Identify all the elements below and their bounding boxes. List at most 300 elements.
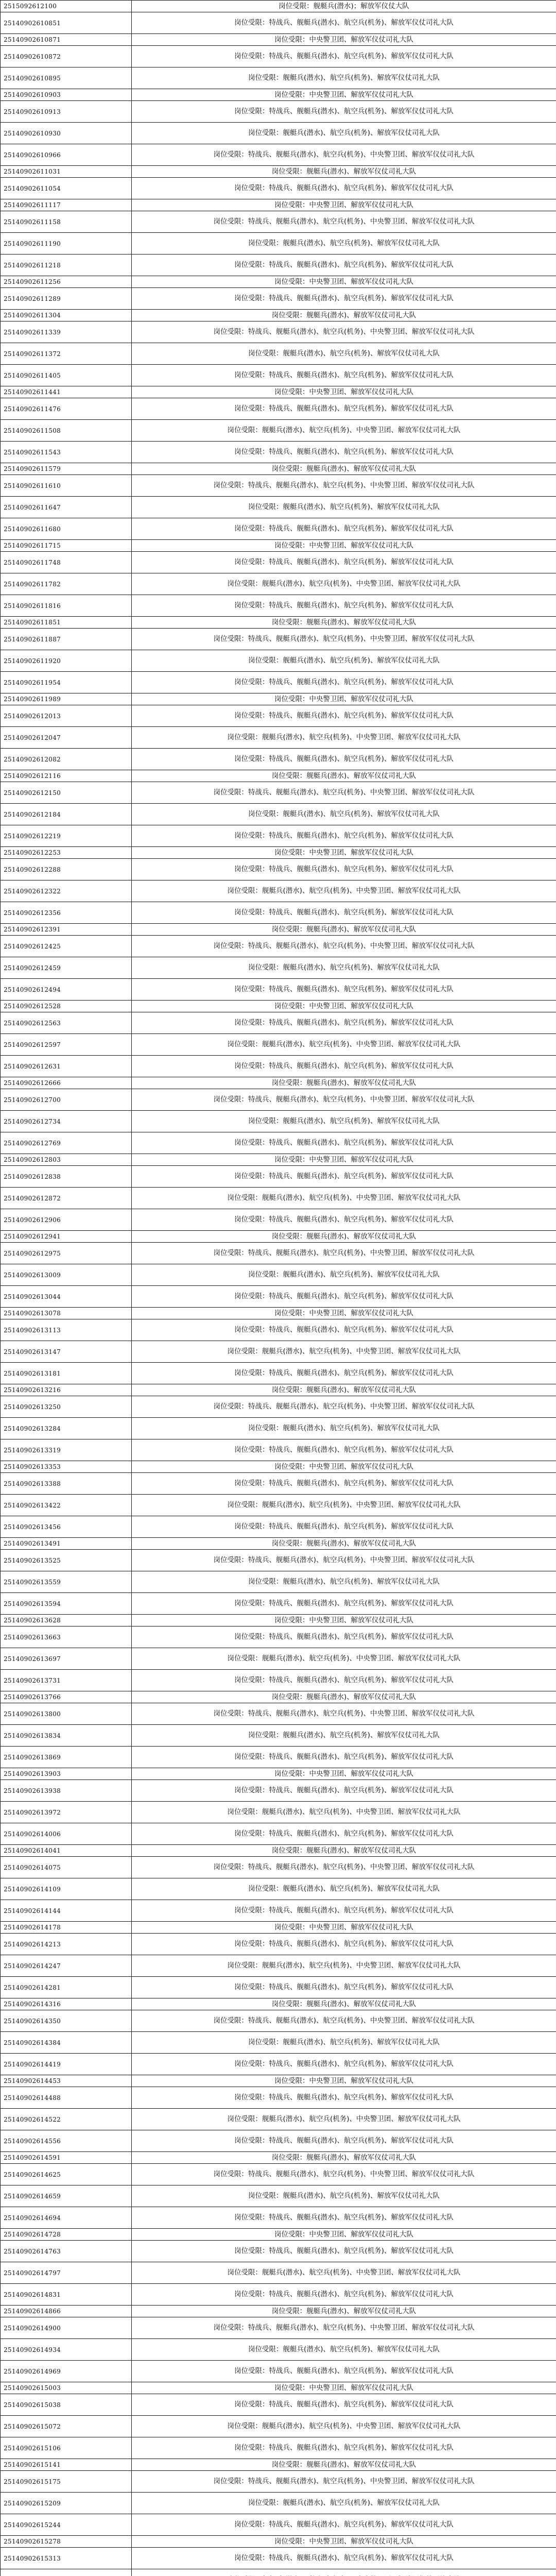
post-restriction-cell: 岗位受限：舰艇兵(潜水)、解放军仪仗司礼大队 [132, 2152, 556, 2164]
post-restriction-cell: 岗位受限：舰艇兵(潜水)、航空兵(机务)、解放军仪仗司礼大队 [132, 1264, 556, 1286]
candidate-number-cell: 25140902612803 [1, 1154, 132, 1166]
post-restriction-cell: 岗位受限：舰艇兵(潜水)、解放军仪仗司礼大队 [132, 310, 556, 321]
post-restriction-cell: 岗位受限：特战兵、舰艇兵(潜水)、航空兵(机务)、解放军仪仗司礼大队 [132, 1780, 556, 1802]
post-restriction-cell: 岗位受限：特战兵、舰艇兵(潜水)、航空兵(机务)、解放军仪仗司礼大队 [132, 902, 556, 924]
candidate-number-cell: 2515092612100 [1, 1, 132, 12]
candidate-number-cell: 25140902613766 [1, 1691, 132, 1703]
candidate-number-cell: 25140902611920 [1, 650, 132, 672]
table-row [1, 101, 556, 123]
candidate-number-cell: 25140902614281 [1, 1977, 132, 1998]
candidate-number-cell: 25140902612116 [1, 770, 132, 782]
post-restriction-cell: 岗位受限：特战兵、舰艇兵(潜水)、航空兵(机务)、解放军仪仗司礼大队 [132, 1166, 556, 1188]
table-row [1, 12, 556, 34]
candidate-number-cell: 25140902614419 [1, 2054, 132, 2075]
post-restriction-cell: 岗位受限：特战兵、舰艇兵(潜水)、航空兵(机务)、中央警卫团、解放军仪仗司礼大队 [132, 1550, 556, 1571]
post-restriction-cell: 岗位受限：特战兵、舰艇兵(潜水)、航空兵(机务)、解放军仪仗司礼大队 [132, 101, 556, 123]
candidate-number-cell: 25140902612941 [1, 1231, 132, 1243]
candidate-number-cell: 25140902611158 [1, 211, 132, 233]
candidate-number-cell: 25140902613800 [1, 1703, 132, 1725]
candidate-number-cell: 25140902614213 [1, 1934, 132, 1955]
candidate-number-cell: 25140902611304 [1, 310, 132, 321]
post-restriction-cell: 岗位受限：舰艇兵(潜水)、解放军仪仗司礼大队 [132, 617, 556, 629]
table-row [1, 2130, 556, 2152]
table-row [1, 1188, 556, 1209]
post-restriction-cell: 岗位受限：中央警卫团、解放军仪仗司礼大队 [132, 1154, 556, 1166]
candidate-number-cell: 25140902615072 [1, 2416, 132, 2437]
post-restriction-cell: 岗位受限：特战兵、舰艇兵(潜水)、航空兵(机务)、解放军仪仗司礼大队 [132, 46, 556, 67]
candidate-number-cell: 25140902610903 [1, 89, 132, 101]
table-row [1, 67, 556, 89]
post-restriction-cell: 岗位受限：中央警卫团、解放军仪仗司礼大队 [132, 89, 556, 101]
candidate-number-cell: 25140902611476 [1, 398, 132, 420]
candidate-number-cell: 25140902614591 [1, 2152, 132, 2164]
table-row [1, 166, 556, 178]
candidate-number-cell: 25140902610966 [1, 144, 132, 166]
table-row [1, 2536, 556, 2548]
post-restriction-cell: 岗位受限：舰艇兵(潜水)、航空兵(机务)、中央警卫团、解放军仪仗司礼大队 [132, 1188, 556, 1209]
post-restriction-cell: 岗位受限：特战兵、舰艇兵(潜水)、航空兵(机务)、中央警卫团、解放军仪仗司礼大队 [132, 2010, 556, 2032]
post-restriction-cell: 岗位受限：特战兵、舰艇兵(潜水)、航空兵(机务)、中央警卫团、解放军仪仗司礼大队 [132, 1089, 556, 1111]
post-restriction-cell: 岗位受限：舰艇兵(潜水)、航空兵(机务)、中央警卫团、解放军仪仗司礼大队 [132, 2416, 556, 2437]
post-restriction-cell: 岗位受限：舰艇兵(潜水)、航空兵(机务)、解放军仪仗司礼大队 [132, 343, 556, 365]
post-restriction-cell: 岗位受限：特战兵、舰艇兵(潜水)、航空兵(机务)、解放军仪仗司礼大队 [132, 2394, 556, 2416]
table-row [1, 629, 556, 650]
post-restriction-cell: 岗位受限：舰艇兵(潜水)、航空兵(机务)、解放军仪仗司礼大队 [132, 957, 556, 979]
table-row [1, 1166, 556, 1188]
post-restriction-cell: 岗位受限：舰艇兵(潜水)、航空兵(机务)、中央警卫团、解放军仪仗司礼大队 [132, 420, 556, 442]
candidate-number-cell: 25140902612528 [1, 1001, 132, 1012]
table-row [1, 1725, 556, 1747]
post-restriction-cell: 岗位受限：舰艇兵(潜水)、解放军仪仗司礼大队 [132, 1691, 556, 1703]
post-restriction-cell: 岗位受限：特战兵、舰艇兵(潜水)、航空兵(机务)、解放军仪仗司礼大队 [132, 1286, 556, 1308]
candidate-number-cell: 25140902614556 [1, 2130, 132, 2152]
candidate-number-cell: 25140902611851 [1, 617, 132, 629]
candidate-number-cell: 25140902613663 [1, 1626, 132, 1648]
candidate-number-cell: 25140902612253 [1, 847, 132, 859]
post-restriction-cell: 岗位受限：特战兵、舰艇兵(潜水)、航空兵(机务)、中央警卫团、解放军仪仗司礼大队 [132, 1243, 556, 1264]
post-restriction-cell: 岗位受限：特战兵、舰艇兵(潜水)、航空兵(机务)、中央警卫团、解放军仪仗司礼大队 [132, 1857, 556, 1878]
table-row [1, 2471, 556, 2493]
table-row [1, 693, 556, 705]
table-row [1, 2493, 556, 2514]
table-row [1, 1243, 556, 1264]
table-row [1, 1845, 556, 1857]
candidate-number-cell [1, 2569, 132, 2576]
candidate-number-cell: 25140902614694 [1, 2207, 132, 2229]
post-restriction-cell: 岗位受限：中央警卫团、解放军仪仗司礼大队 [132, 1461, 556, 1473]
post-restriction-cell: 岗位受限：舰艇兵(潜水)、航空兵(机务)、中央警卫团、解放军仪仗司礼大队 [132, 1341, 556, 1363]
table-row [1, 705, 556, 727]
table-row [1, 1286, 556, 1308]
post-restriction-cell: 岗位受限：舰艇兵(潜水)、航空兵(机务)、解放军仪仗司礼大队 [132, 804, 556, 825]
post-restriction-cell: 岗位受限：舰艇兵(潜水)、航空兵(机务)、解放军仪仗司礼大队 [132, 1571, 556, 1593]
post-restriction-cell: 岗位受限：特战兵、舰艇兵(潜水)、航空兵(机务)、解放军仪仗司礼大队 [132, 365, 556, 386]
post-restriction-cell: 岗位受限：舰艇兵(潜水)、航空兵(机务)、解放军仪仗司礼大队 [132, 497, 556, 518]
table-row [1, 497, 556, 518]
table-row [1, 2032, 556, 2054]
post-restriction-cell: 岗位受限：中央警卫团、解放军仪仗司礼大队 [132, 847, 556, 859]
post-restriction-cell: 岗位受限：舰艇兵(潜水)、航空兵(机务)、中央警卫团、解放军仪仗司礼大队 [132, 2262, 556, 2284]
table-row [1, 2416, 556, 2437]
table-row [1, 1056, 556, 1077]
table-row [1, 1977, 556, 1998]
table-row [1, 727, 556, 749]
candidate-number-cell: 25140902611508 [1, 420, 132, 442]
table-body [1, 1, 556, 2576]
post-restriction-cell: 岗位受限：特战兵、舰艇兵(潜水)、航空兵(机务)、中央警卫团、解放军仪仗司礼大队 [132, 1703, 556, 1725]
post-restriction-cell: 岗位受限：特战兵、舰艇兵(潜水)、航空兵(机务)、解放军仪仗司礼大队 [132, 1670, 556, 1691]
candidate-number-cell: 25140902610872 [1, 46, 132, 67]
candidate-number-cell: 25140902611339 [1, 321, 132, 343]
post-restriction-cell: 岗位受限：特战兵、舰艇兵(潜水)、航空兵(机务)、解放军仪仗司礼大队 [132, 398, 556, 420]
candidate-number-cell: 25140902615106 [1, 2437, 132, 2459]
candidate-number-cell: 25140902614453 [1, 2075, 132, 2087]
candidate-number-cell: 25140902612459 [1, 957, 132, 979]
post-restriction-cell: 岗位受限：舰艇兵(潜水)、航空兵(机务)、中央警卫团、解放军仪仗司礼大队 [132, 573, 556, 595]
table-row [1, 1111, 556, 1132]
table-row [1, 1615, 556, 1626]
table-row [1, 2339, 556, 2361]
table-row [1, 398, 556, 420]
candidate-number-cell: 25140902613938 [1, 1780, 132, 1802]
table-row [1, 2207, 556, 2229]
candidate-number-cell: 25140902613009 [1, 1264, 132, 1286]
candidate-number-cell: 25140902611289 [1, 288, 132, 310]
candidate-number-cell: 25140902615141 [1, 2459, 132, 2471]
candidate-number-cell: 25140902612219 [1, 825, 132, 847]
candidate-number-cell: 25140902613697 [1, 1648, 132, 1670]
candidate-number-cell: 25140902610895 [1, 67, 132, 89]
candidate-number-cell: 25140902614178 [1, 1922, 132, 1934]
table-row [1, 1089, 556, 1111]
post-restriction-cell: 岗位受限：特战兵、舰艇兵(潜水)、航空兵(机务)、中央警卫团、解放军仪仗司礼大队 [132, 936, 556, 957]
candidate-number-cell: 25140902612184 [1, 804, 132, 825]
candidate-number-cell: 25140902612425 [1, 936, 132, 957]
candidate-number-cell: 25140902614384 [1, 2032, 132, 2054]
table-row [1, 1439, 556, 1461]
candidate-number-cell: 25140902613834 [1, 1725, 132, 1747]
post-restriction-cell: 岗位受限：舰艇兵(潜水)、解放军仪仗司礼大队 [132, 2459, 556, 2471]
post-restriction-cell: 岗位受限：舰艇兵(潜水)、解放军仪仗司礼大队 [132, 1077, 556, 1089]
post-restriction-cell: 岗位受限：特战兵、舰艇兵(潜水)、航空兵(机务)、解放军仪仗司礼大队 [132, 178, 556, 199]
post-restriction-cell: 岗位受限：特战兵、舰艇兵(潜水)、航空兵(机务)、解放军仪仗司礼大队 [132, 12, 556, 34]
table-row [1, 288, 556, 310]
table-row [1, 420, 556, 442]
post-restriction-cell: 岗位受限：舰艇兵(潜水)、航空兵(机务)、解放军仪仗司礼大队 [132, 1725, 556, 1747]
table-row [1, 1495, 556, 1516]
post-restriction-cell: 岗位受限：特战兵、舰艇兵(潜水)、航空兵(机务)、解放军仪仗司礼大队 [132, 2548, 556, 2569]
table-row [1, 1768, 556, 1780]
table-row [1, 1857, 556, 1878]
candidate-number-cell: 25140902614350 [1, 2010, 132, 2032]
table-row [1, 2229, 556, 2241]
candidate-number-cell: 25140902612013 [1, 705, 132, 727]
table-row [1, 2394, 556, 2416]
table-row [1, 595, 556, 617]
table-row [1, 1516, 556, 1538]
candidate-number-cell: 25140902613388 [1, 1473, 132, 1495]
table-row [1, 1878, 556, 1900]
candidate-number-cell: 25140902613559 [1, 1571, 132, 1593]
table-row [1, 573, 556, 595]
table-row [1, 1955, 556, 1977]
post-restriction-cell: 岗位受限：特战兵、舰艇兵(潜水)、航空兵(机务)、解放军仪仗司礼大队 [132, 1319, 556, 1341]
candidate-number-cell: 25140902614900 [1, 2317, 132, 2339]
table-row [1, 442, 556, 463]
post-restriction-cell: 岗位受限：特战兵、舰艇兵(潜水)、航空兵(机务)、中央警卫团、解放军仪仗司礼大队 [132, 782, 556, 804]
post-restriction-cell: 岗位受限：舰艇兵(潜水)、航空兵(机务)、解放军仪仗司礼大队 [132, 650, 556, 672]
post-restriction-cell: 岗位受限：舰艇兵(潜水)、解放军仪仗司礼大队 [132, 1845, 556, 1857]
table-row [1, 1538, 556, 1550]
candidate-number-cell: 25140902611218 [1, 255, 132, 276]
table-row [1, 847, 556, 859]
table-row [1, 1319, 556, 1341]
post-restriction-cell: 岗位受限：舰艇兵(潜水)、解放军仪仗司礼大队 [132, 1231, 556, 1243]
table-row [1, 1747, 556, 1768]
candidate-number-cell: 25140902612838 [1, 1166, 132, 1188]
post-restriction-cell: 岗位受限：特战兵、舰艇兵(潜水)、航空兵(机务)、解放军仪仗司礼大队 [132, 1934, 556, 1955]
table-row [1, 1363, 556, 1384]
table-row [1, 2284, 556, 2306]
post-restriction-cell: 岗位受限：特战兵、舰艇兵(潜水)、航空兵(机务)、解放军仪仗司礼大队 [132, 749, 556, 770]
table-row [1, 2185, 556, 2207]
candidate-number-cell: 25140902611989 [1, 693, 132, 705]
post-restriction-cell: 岗位受限：特战兵、舰艇兵(潜水)、航空兵(机务)、中央警卫团、解放军仪仗司礼大队 [132, 2164, 556, 2185]
post-restriction-cell: 岗位受限：特战兵、舰艇兵(潜水)、航空兵(机务)、中央警卫团、解放军仪仗司礼大队 [132, 1396, 556, 1418]
post-restriction-cell: 岗位受限：中央警卫团、解放军仪仗司礼大队 [132, 2536, 556, 2548]
candidate-number-cell: 25140902612563 [1, 1012, 132, 1034]
table-row [1, 1703, 556, 1725]
post-restriction-cell: 岗位受限：中央警卫团、解放军仪仗司礼大队 [132, 693, 556, 705]
candidate-number-cell: 25140902611543 [1, 442, 132, 463]
post-restriction-cell: 岗位受限：中央警卫团、解放军仪仗司礼大队 [132, 2229, 556, 2241]
table-row [1, 233, 556, 255]
table-row [1, 617, 556, 629]
candidate-number-cell: 25140902611748 [1, 552, 132, 573]
table-row [1, 1626, 556, 1648]
table-row [1, 2010, 556, 2032]
post-restriction-cell: 岗位受限：特战兵、舰艇兵(潜水)、航空兵(机务)、解放军仪仗司礼大队 [132, 1977, 556, 1998]
table-row [1, 1418, 556, 1439]
candidate-number-cell: 25140902613250 [1, 1396, 132, 1418]
post-restriction-cell: 岗位受限：特战兵、舰艇兵(潜水)、航空兵(机务)、解放军仪仗司礼大队 [132, 1056, 556, 1077]
table-row [1, 34, 556, 46]
post-restriction-cell: 岗位受限：特战兵、舰艇兵(潜水)、航空兵(机务)、解放军仪仗司礼大队 [132, 1626, 556, 1648]
candidate-number-cell: 25140902613181 [1, 1363, 132, 1384]
candidate-number-cell: 25140902615244 [1, 2514, 132, 2536]
post-restriction-cell: 岗位受限：特战兵、舰艇兵(潜水)、航空兵(机务)、解放军仪仗司礼大队 [132, 1747, 556, 1768]
post-restriction-cell: 岗位受限：中央警卫团、解放军仪仗司礼大队 [132, 2075, 556, 2087]
table-row [1, 1034, 556, 1056]
candidate-number-cell: 25140902614934 [1, 2339, 132, 2361]
post-restriction-cell: 岗位受限：特战兵、舰艇兵(潜水)、航空兵(机务)、中央警卫团、解放军仪仗司礼大队 [132, 144, 556, 166]
candidate-number-cell: 25140902610871 [1, 34, 132, 46]
post-restriction-cell: 岗位受限：特战兵、舰艇兵(潜水)、航空兵(机务)、中央警卫团、解放军仪仗司礼大队 [132, 2471, 556, 2493]
table-row [1, 902, 556, 924]
post-restriction-cell: 岗位受限：特战兵、舰艇兵(潜水)、航空兵(机务)、中央警卫团、解放军仪仗司礼大队 [132, 211, 556, 233]
table-row [1, 2569, 556, 2576]
table-row [1, 1802, 556, 1823]
candidate-number-cell: 25140902613525 [1, 1550, 132, 1571]
post-restriction-cell: 岗位受限：舰艇兵(潜水)、航空兵(机务)、解放军仪仗司礼大队 [132, 1418, 556, 1439]
candidate-number-cell: 25140902613078 [1, 1308, 132, 1319]
candidate-number-cell: 25140902613284 [1, 1418, 132, 1439]
table-row [1, 1934, 556, 1955]
candidate-number-cell: 25140902614075 [1, 1857, 132, 1878]
table-row [1, 804, 556, 825]
post-restriction-cell: 岗位受限：特战兵、舰艇兵(潜水)、航空兵(机务)、解放军仪仗司礼大队 [132, 2284, 556, 2306]
candidate-number-cell: 25140902614797 [1, 2262, 132, 2284]
candidate-number-cell: 25140902612872 [1, 1188, 132, 1209]
post-restriction-cell: 岗位受限：舰艇兵(潜水)；解放军仪仗大队 [132, 1, 556, 12]
table-row [1, 1308, 556, 1319]
post-restriction-cell: 岗位受限：特战兵、舰艇兵(潜水)、航空兵(机务)、解放军仪仗司礼大队 [132, 1593, 556, 1615]
table-row [1, 2361, 556, 2382]
post-restriction-cell: 岗位受限：舰艇兵(潜水)、航空兵(机务)、中央警卫团、解放军仪仗司礼大队 [132, 1495, 556, 1516]
candidate-number-cell: 25140902611117 [1, 199, 132, 211]
table-row [1, 672, 556, 693]
post-restriction-cell: 岗位受限：特战兵、舰艇兵(潜水)、航空兵(机务)、解放军仪仗司礼大队 [132, 2437, 556, 2459]
post-restriction-cell: 岗位受限：特战兵、舰艇兵(潜水)、航空兵(机务)、解放军仪仗司礼大队 [132, 1516, 556, 1538]
candidate-number-cell: 25140902615038 [1, 2394, 132, 2416]
candidate-number-cell: 25140902610851 [1, 12, 132, 34]
candidate-number-cell: 25140902613594 [1, 1593, 132, 1615]
post-restriction-cell: 岗位受限：中央警卫团、解放军仪仗司礼大队 [132, 276, 556, 288]
post-restriction-cell: 岗位受限：特战兵、舰艇兵(潜水)、航空兵(机务)、解放军仪仗司礼大队 [132, 825, 556, 847]
table-row [1, 89, 556, 101]
candidate-number-cell: 25140902614659 [1, 2185, 132, 2207]
post-restriction-cell: 岗位受限：中央警卫团、解放军仪仗司礼大队 [132, 1001, 556, 1012]
post-restriction-cell: 岗位受限：中央警卫团、解放军仪仗司礼大队 [132, 2382, 556, 2394]
candidate-number-cell: 25140902613731 [1, 1670, 132, 1691]
table-row [1, 475, 556, 497]
post-restriction-cell: 岗位受限：特战兵、舰艇兵(潜水)、航空兵(机务)、解放军仪仗司礼大队 [132, 859, 556, 880]
table-row [1, 2152, 556, 2164]
table-row [1, 518, 556, 540]
table-row [1, 979, 556, 1001]
candidate-number-cell: 25140902612494 [1, 979, 132, 1001]
post-restriction-cell: 岗位受限：特战兵、舰艇兵(潜水)、航空兵(机务)、解放军仪仗司礼大队 [132, 2241, 556, 2262]
candidate-number-cell: 25140902611680 [1, 518, 132, 540]
candidate-number-cell: 25140902613353 [1, 1461, 132, 1473]
candidate-number-cell: 25140902612322 [1, 880, 132, 902]
table-row [1, 46, 556, 67]
post-restriction-cell: 岗位受限：舰艇兵(潜水)、航空兵(机务)、解放军仪仗司礼大队 [132, 2493, 556, 2514]
post-restriction-cell: 岗位受限：舰艇兵(潜水)、解放军仪仗司礼大队 [132, 166, 556, 178]
table-row [1, 1571, 556, 1593]
post-restriction-cell: 岗位受限：舰艇兵(潜水)、解放军仪仗司礼大队 [132, 2306, 556, 2317]
table-row [1, 2164, 556, 2185]
post-restriction-cell: 岗位受限：中央警卫团、解放军仪仗司礼大队 [132, 1308, 556, 1319]
post-restriction-cell: 岗位受限：舰艇兵(潜水)、航空兵(机务)、解放军仪仗司礼大队 [132, 2339, 556, 2361]
table-row [1, 1780, 556, 1802]
post-restriction-cell: 岗位受限：特战兵、舰艇兵(潜水)、航空兵(机务)、解放军仪仗司礼大队 [132, 255, 556, 276]
post-restriction-cell: 岗位受限：特战兵、舰艇兵(潜水)、航空兵(机务)、解放军仪仗司礼大队 [132, 2207, 556, 2229]
table-row [1, 2317, 556, 2339]
post-restriction-cell: 岗位受限：舰艇兵(潜水)、航空兵(机务)、解放军仪仗司礼大队 [132, 2185, 556, 2207]
candidate-number-cell: 25140902614247 [1, 1955, 132, 1977]
post-restriction-cell: 岗位受限：特战兵、舰艇兵(潜水)、航空兵(机务)、解放军仪仗司礼大队 [132, 2130, 556, 2152]
candidate-number-cell: 25140902615209 [1, 2493, 132, 2514]
post-restriction-cell: 岗位受限：特战兵、舰艇兵(潜水)、航空兵(机务)、解放军仪仗司礼大队 [132, 595, 556, 617]
post-restriction-cell: 岗位受限：舰艇兵(潜水)、航空兵(机务)、中央警卫团、解放军仪仗司礼大队 [132, 727, 556, 749]
table-row [1, 1, 556, 12]
post-restriction-cell: 岗位受限：舰艇兵(潜水)、航空兵(机务)、解放军仪仗司礼大队 [132, 1878, 556, 1900]
candidate-number-cell: 25140902613903 [1, 1768, 132, 1780]
table-row [1, 2548, 556, 2569]
candidate-number-cell: 25140902611405 [1, 365, 132, 386]
post-restriction-cell: 岗位受限：舰艇兵(潜水)、航空兵(机务)、解放军仪仗司礼大队 [132, 233, 556, 255]
table-row [1, 957, 556, 979]
candidate-number-cell: 25140902614831 [1, 2284, 132, 2306]
post-restriction-cell: 岗位受限：舰艇兵(潜水)、航空兵(机务)、中央警卫团、解放军仪仗司礼大队 [132, 880, 556, 902]
table-row [1, 1473, 556, 1495]
candidate-number-cell: 25140902611190 [1, 233, 132, 255]
candidate-number-cell: 25140902612391 [1, 924, 132, 936]
candidate-number-cell: 25140902613422 [1, 1495, 132, 1516]
candidate-number-cell: 25140902611610 [1, 475, 132, 497]
post-restriction-cell: 岗位受限：特战兵、舰艇兵(潜水)、航空兵(机务)、解放军仪仗司礼大队 [132, 672, 556, 693]
candidate-number-cell: 25140902612047 [1, 727, 132, 749]
candidate-number-cell: 25140902610913 [1, 101, 132, 123]
candidate-number-cell: 25140902612288 [1, 859, 132, 880]
candidate-number-cell: 25140902612906 [1, 1209, 132, 1231]
candidate-number-cell: 25140902614144 [1, 1900, 132, 1922]
table-row [1, 2075, 556, 2087]
post-restriction-cell: 岗位受限：特战兵、舰艇兵(潜水)、航空兵(机务)、解放军仪仗司礼大队 [132, 1900, 556, 1922]
table-row [1, 1209, 556, 1231]
post-restriction-cell: 岗位受限：特战兵、舰艇兵(潜水)、航空兵(机务)、解放军仪仗司礼大队 [132, 1439, 556, 1461]
table-row [1, 1648, 556, 1670]
table-row [1, 1922, 556, 1934]
candidate-number-cell: 25140902612975 [1, 1243, 132, 1264]
table-row [1, 199, 556, 211]
table-row [1, 1396, 556, 1418]
table-row [1, 1012, 556, 1034]
candidate-number-cell: 25140902614109 [1, 1878, 132, 1900]
candidate-number-cell: 25140902614728 [1, 2229, 132, 2241]
table-row [1, 1670, 556, 1691]
table-row [1, 1001, 556, 1012]
post-restriction-cell: 岗位受限：舰艇兵(潜水)、航空兵(机务)、中央警卫团、解放军仪仗司礼大队 [132, 1955, 556, 1977]
table-row [1, 2087, 556, 2109]
post-restriction-cell: 岗位受限：特战兵、舰艇兵(潜水)、航空兵(机务)、解放军仪仗司礼大队 [132, 1012, 556, 1034]
candidate-number-cell: 25140902612700 [1, 1089, 132, 1111]
table-row [1, 782, 556, 804]
candidate-number-cell: 25140902611441 [1, 386, 132, 398]
post-restriction-cell: 岗位受限：特战兵、舰艇兵(潜水)、航空兵(机务)、解放军仪仗司礼大队 [132, 1132, 556, 1154]
candidate-number-cell: 25140902611647 [1, 497, 132, 518]
candidate-number-cell: 25140902613319 [1, 1439, 132, 1461]
candidate-number-cell: 25140902614522 [1, 2109, 132, 2130]
candidate-number-cell: 25140902612356 [1, 902, 132, 924]
table-row [1, 2459, 556, 2471]
table-row [1, 1154, 556, 1166]
table-row [1, 255, 556, 276]
candidate-number-cell: 25140902613491 [1, 1538, 132, 1550]
table-row [1, 1384, 556, 1396]
table-row [1, 880, 556, 902]
post-restriction-cell: 岗位受限：中央警卫团、解放军仪仗司礼大队 [132, 1922, 556, 1934]
post-restriction-cell [132, 2569, 556, 2576]
candidate-number-cell: 25140902613216 [1, 1384, 132, 1396]
table-row [1, 859, 556, 880]
table-row [1, 1900, 556, 1922]
post-restriction-cell: 岗位受限：特战兵、舰艇兵(潜水)、航空兵(机务)、解放军仪仗司礼大队 [132, 2514, 556, 2536]
table-row [1, 386, 556, 398]
table-row [1, 463, 556, 475]
candidate-number-cell: 25140902611256 [1, 276, 132, 288]
